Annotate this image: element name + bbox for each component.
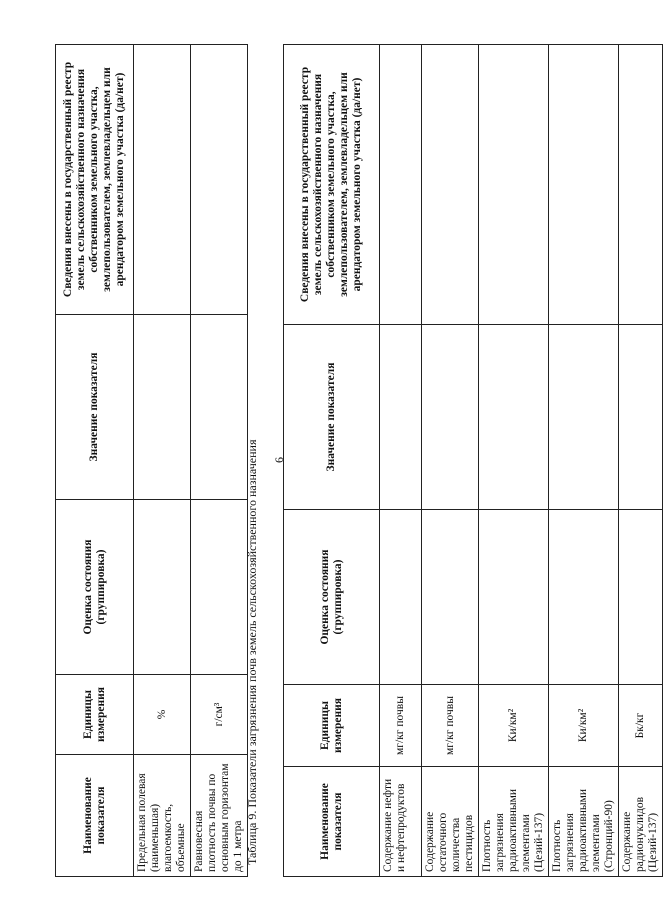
header-grade: Оценка состояния (группировка) bbox=[284, 510, 380, 685]
table-header-row bbox=[284, 45, 380, 877]
row-grade bbox=[619, 510, 663, 685]
row-value bbox=[549, 325, 619, 510]
header-registered: Сведения внесены в государственный реестр земель сельскохозяйственного назначения собственником земельного участка, землепользователем, землевладельцем или арендатором земельного участка (да/нет) bbox=[284, 45, 380, 325]
row-name: Плотность загрязнения радиоактивными элементами (Цезий-137) bbox=[479, 767, 549, 877]
row-unit: г/см³ bbox=[191, 675, 248, 755]
header-unit: Единицы измерения bbox=[284, 685, 380, 767]
row-value bbox=[422, 325, 479, 510]
header-grade: Оценка состояния (группировка) bbox=[56, 500, 134, 675]
row-registered bbox=[549, 45, 619, 325]
row-unit: Ки/км² bbox=[479, 685, 549, 767]
row-name: Содержание остаточного количества пестицидов bbox=[422, 767, 479, 877]
row-name: Содержание нефти и нефтепродуктов bbox=[380, 767, 422, 877]
row-value bbox=[134, 315, 191, 500]
header-name: Наименование показателя bbox=[284, 767, 380, 877]
row-value bbox=[380, 325, 422, 510]
table-row bbox=[134, 45, 191, 877]
row-name: Содержание радионуклидов (Цезий-137) bbox=[619, 767, 663, 877]
row-value bbox=[619, 325, 663, 510]
header-value: Значение показателя bbox=[284, 325, 380, 510]
row-name: Плотность загрязнения радиоактивными элементами (Стронций-90) bbox=[549, 767, 619, 877]
row-grade bbox=[134, 500, 191, 675]
row-name: Предельная полевая (наименьшая) влагоемкость, объемные bbox=[134, 755, 191, 877]
row-registered bbox=[422, 45, 479, 325]
row-name: Равновесная плотность почвы по основным горизонтам до 1 метра bbox=[191, 755, 248, 877]
header-value: Значение показателя bbox=[56, 315, 134, 500]
row-registered bbox=[191, 45, 248, 315]
row-unit: мг/кг почвы bbox=[380, 685, 422, 767]
row-value bbox=[191, 315, 248, 500]
table-row bbox=[479, 45, 549, 877]
row-grade bbox=[549, 510, 619, 685]
table-caption: Таблица 9. Показатели загрязнения почв земель сельскохозяйственного назначения bbox=[245, 439, 259, 865]
row-value bbox=[479, 325, 549, 510]
table-row bbox=[549, 45, 619, 877]
row-grade bbox=[422, 510, 479, 685]
table-top-wrapper bbox=[55, 45, 244, 877]
page-number: 6 bbox=[272, 457, 286, 463]
row-unit: мг/кг почвы bbox=[422, 685, 479, 767]
table-bottom bbox=[283, 44, 663, 877]
row-unit: Ки/км² bbox=[549, 685, 619, 767]
row-registered bbox=[380, 45, 422, 325]
header-name: Наименование показателя bbox=[56, 755, 134, 877]
row-grade bbox=[380, 510, 422, 685]
caption-wrapper bbox=[244, 395, 260, 865]
header-unit: Единицы измерения bbox=[56, 675, 134, 755]
header-registered: Сведения внесены в государственный реестр земель сельскохозяйственного назначения собственником земельного участка, землепользователем, землевладельцем или арендатором земельного участка (да/нет) bbox=[56, 45, 134, 315]
table-row bbox=[191, 45, 248, 877]
row-registered bbox=[134, 45, 191, 315]
row-unit: % bbox=[134, 675, 191, 755]
table-header-row bbox=[56, 45, 134, 877]
table-top bbox=[55, 44, 248, 877]
row-registered bbox=[619, 45, 663, 325]
row-registered bbox=[479, 45, 549, 325]
table-bottom-wrapper bbox=[283, 45, 659, 877]
table-row bbox=[380, 45, 422, 877]
table-row bbox=[422, 45, 479, 877]
row-unit: Бк/кг bbox=[619, 685, 663, 767]
row-grade bbox=[479, 510, 549, 685]
table-row bbox=[619, 45, 663, 877]
row-grade bbox=[191, 500, 248, 675]
